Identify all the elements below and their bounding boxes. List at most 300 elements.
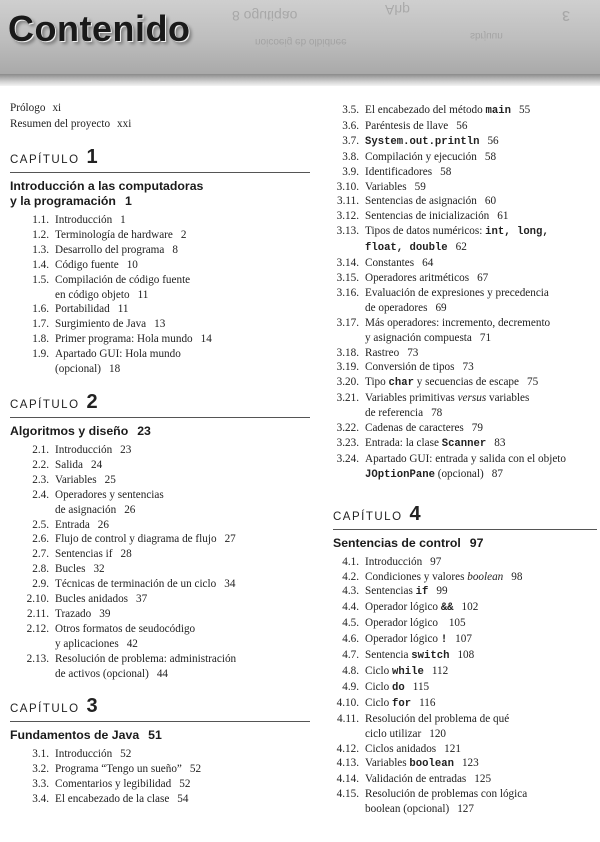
section-title: Variables 59 bbox=[365, 180, 426, 193]
section-number: 3.18. bbox=[336, 346, 359, 359]
section-number: 3.6. bbox=[342, 119, 359, 132]
page-number: 44 bbox=[156, 667, 169, 680]
toc-entry bbox=[10, 577, 310, 592]
section-title: Operadores aritméticos 67 bbox=[365, 271, 489, 284]
section-title: Operadores y sentencias de asignación 26 bbox=[55, 488, 164, 516]
section-list bbox=[10, 213, 310, 377]
page-number: 121 bbox=[444, 742, 461, 755]
page-number: 18 bbox=[108, 363, 121, 376]
page-number: 24 bbox=[90, 458, 103, 471]
section-title: Introducción 23 bbox=[55, 443, 132, 456]
code-term: while bbox=[392, 666, 424, 678]
section-number: 2.8. bbox=[32, 563, 49, 576]
section-number: 4.1. bbox=[342, 555, 359, 568]
toc-entry bbox=[333, 452, 597, 483]
chapter-1 bbox=[10, 146, 310, 377]
toc-entry bbox=[333, 286, 597, 316]
page-number: 8 bbox=[172, 243, 178, 256]
section-number: 4.8. bbox=[342, 665, 359, 677]
section-title: Operador lógico && 102 bbox=[365, 601, 479, 615]
toc-entry bbox=[10, 443, 310, 458]
section-number: 3.16. bbox=[336, 286, 359, 299]
section-number: 4.11. bbox=[337, 712, 359, 725]
page-number: 58 bbox=[484, 150, 497, 163]
section-title: Resolución de problemas con lógica boolean (opcional) 127 bbox=[365, 788, 528, 816]
section-title: Ciclo do 115 bbox=[365, 680, 430, 694]
chapter-word: CAPÍTULO bbox=[333, 510, 403, 523]
section-number: 1.1. bbox=[32, 214, 49, 226]
toc-entry bbox=[333, 391, 597, 421]
page-number: 54 bbox=[177, 793, 189, 806]
toc-entry bbox=[333, 787, 597, 817]
page-number: 127 bbox=[457, 803, 474, 816]
toc-entry bbox=[333, 134, 597, 150]
page-number: 25 bbox=[104, 473, 116, 486]
toc-entry bbox=[10, 243, 310, 258]
section-number: 1.4. bbox=[32, 258, 49, 271]
toc-entry bbox=[333, 194, 597, 209]
page-number: 116 bbox=[419, 696, 436, 709]
ghost-text: sbrjuun bbox=[470, 30, 503, 41]
code-term: && bbox=[440, 602, 454, 615]
front-label: Resumen del proyecto bbox=[10, 118, 111, 130]
section-number: 3.24. bbox=[336, 452, 359, 465]
page-number: 14 bbox=[200, 333, 212, 346]
front-label: Prólogo bbox=[10, 102, 46, 114]
chapter-word: CAPÍTULO bbox=[10, 154, 80, 166]
section-number: 2.3. bbox=[32, 473, 49, 486]
section-title: El encabezado de la clase 54 bbox=[55, 793, 189, 806]
page-title: Contenido bbox=[8, 8, 191, 49]
toc-entry bbox=[333, 256, 597, 271]
page-number: 1 bbox=[120, 214, 126, 226]
page-number: 28 bbox=[120, 548, 132, 561]
ghost-text: Ahp bbox=[385, 2, 410, 18]
section-number: 4.13. bbox=[336, 757, 359, 770]
toc-left-column bbox=[10, 100, 310, 807]
toc-entry bbox=[333, 271, 597, 286]
section-number: 2.7. bbox=[32, 548, 49, 561]
section-number: 4.14. bbox=[336, 773, 359, 786]
page-number: 51 bbox=[148, 728, 162, 743]
toc-entry bbox=[333, 756, 597, 772]
section-title: Compilación y ejecución 58 bbox=[365, 150, 497, 163]
section-title: Operador lógico 105 bbox=[365, 617, 466, 630]
page-number: 105 bbox=[448, 617, 466, 630]
section-title: Ciclo while 112 bbox=[365, 665, 449, 678]
section-title: Entrada 26 bbox=[55, 518, 109, 531]
chapter-3 bbox=[10, 695, 310, 807]
toc-entry bbox=[333, 616, 597, 632]
section-number: 3.21. bbox=[336, 392, 359, 405]
section-number: 3.3. bbox=[32, 778, 49, 791]
section-number: 3.19. bbox=[336, 361, 359, 374]
page-number: 32 bbox=[93, 563, 105, 576]
page-number: 99 bbox=[436, 585, 448, 598]
section-title: Ciclo for 116 bbox=[365, 696, 436, 710]
section-number: 2.9. bbox=[32, 578, 49, 591]
code-term: char bbox=[388, 377, 414, 390]
section-title: Código fuente 10 bbox=[55, 258, 138, 271]
chapter-number: 3 bbox=[86, 695, 98, 718]
toc-entry bbox=[10, 762, 310, 777]
section-title: Apartado GUI: entrada y salida con el objeto JOptionPane (opcional) 87 bbox=[365, 452, 566, 481]
section-title: Constantes 64 bbox=[365, 257, 434, 270]
toc-entry bbox=[333, 316, 597, 346]
section-title: Sentencias if 28 bbox=[55, 548, 132, 561]
page-number: 13 bbox=[154, 318, 166, 331]
chapter-heading bbox=[333, 503, 597, 525]
toc-entry bbox=[10, 347, 310, 377]
toc-entry bbox=[10, 473, 310, 488]
chapter-rule bbox=[10, 417, 310, 418]
toc-entry bbox=[10, 458, 310, 473]
section-title: Sentencias if 99 bbox=[365, 585, 448, 599]
page-number: 107 bbox=[455, 633, 472, 646]
chapter-3-continuation bbox=[333, 103, 597, 483]
section-number: 3.7. bbox=[342, 134, 359, 147]
toc-entry bbox=[10, 622, 310, 652]
page-number: 73 bbox=[462, 361, 474, 374]
section-title: Resolución del problema de qué ciclo utilizar 120 bbox=[365, 712, 510, 740]
toc-entry bbox=[10, 607, 310, 622]
toc-entry bbox=[333, 421, 597, 436]
section-title: Variables primitivas versus variables de referencia 78 bbox=[365, 392, 530, 420]
page-number: 60 bbox=[484, 195, 497, 208]
chapter-2 bbox=[10, 391, 310, 682]
section-number: 4.10. bbox=[336, 696, 359, 709]
page-number: 78 bbox=[431, 407, 443, 420]
section-number: 3.22. bbox=[336, 422, 359, 435]
ghost-text: ε bbox=[562, 7, 571, 27]
ghost-text: noicoeig eb olbidnee bbox=[255, 36, 347, 47]
chapter-title: Introducción a las computadoras y la programación 1 bbox=[10, 179, 204, 208]
toc-entry bbox=[333, 180, 597, 195]
page-number: xxi bbox=[117, 118, 132, 130]
chapter-number: 2 bbox=[86, 390, 98, 413]
toc-entry bbox=[10, 488, 310, 518]
toc-entry bbox=[10, 518, 310, 533]
chapter-number: 4 bbox=[409, 502, 421, 525]
page-number: 10 bbox=[126, 258, 138, 271]
section-number: 3.13. bbox=[336, 225, 359, 238]
chapter-heading bbox=[10, 695, 310, 717]
toc-entry bbox=[10, 213, 310, 228]
section-title: Técnicas de terminación de un ciclo 34 bbox=[55, 578, 236, 591]
page-number: 37 bbox=[136, 593, 148, 606]
section-number: 1.9. bbox=[32, 348, 49, 361]
page-number: 39 bbox=[99, 607, 111, 620]
chapter-heading bbox=[10, 146, 310, 168]
section-number: 2.6. bbox=[32, 533, 49, 546]
section-title bbox=[365, 134, 597, 150]
toc-entry bbox=[10, 302, 310, 317]
toc-entry bbox=[333, 209, 597, 224]
section-list bbox=[10, 443, 310, 682]
toc-entry bbox=[10, 547, 310, 562]
chapter-title: Algoritmos y diseño 23 bbox=[10, 423, 151, 438]
toc-entry bbox=[333, 555, 597, 570]
section-number: 3.2. bbox=[32, 763, 49, 776]
emphasis: boolean bbox=[467, 570, 504, 583]
code-term: if bbox=[415, 586, 429, 599]
code-term: switch bbox=[411, 650, 450, 663]
page-number: 42 bbox=[126, 637, 138, 650]
section-title: Validación de entradas 125 bbox=[365, 773, 492, 786]
section-number: 3.20. bbox=[336, 376, 359, 389]
toc-entry bbox=[333, 712, 597, 742]
section-number: 4.9. bbox=[342, 680, 359, 693]
toc-entry bbox=[10, 258, 310, 273]
toc-entry bbox=[333, 375, 597, 391]
front-matter bbox=[10, 100, 310, 132]
page-number: 73 bbox=[407, 346, 419, 359]
code-term: Scanner bbox=[441, 437, 487, 450]
page-number: 75 bbox=[526, 376, 539, 389]
page-number: 125 bbox=[474, 773, 492, 786]
section-number: 3.10. bbox=[336, 180, 359, 193]
toc-entry bbox=[10, 562, 310, 577]
section-number: 4.2. bbox=[342, 570, 359, 583]
section-number: 2.5. bbox=[32, 518, 49, 531]
section-number: 3.17. bbox=[336, 316, 359, 329]
section-number: 3.23. bbox=[336, 436, 359, 449]
page-number: 87 bbox=[491, 467, 503, 480]
page-number: 23 bbox=[120, 443, 132, 456]
section-title: Trazado 39 bbox=[55, 607, 111, 620]
section-number: 3.15. bbox=[336, 271, 359, 284]
section-number: 2.12. bbox=[26, 622, 49, 635]
page-number: xi bbox=[52, 102, 62, 114]
page-number: 61 bbox=[497, 210, 509, 223]
left-chapters bbox=[10, 146, 310, 807]
code-term: for bbox=[392, 697, 412, 710]
section-number: 1.5. bbox=[32, 273, 49, 286]
page-number: 11 bbox=[137, 288, 149, 301]
page-number: 59 bbox=[414, 180, 426, 193]
section-title: Bucles anidados 37 bbox=[55, 593, 148, 606]
page-number: 69 bbox=[435, 301, 447, 314]
section-number: 2.11. bbox=[27, 607, 49, 620]
section-list bbox=[10, 747, 310, 807]
page-number: 97 bbox=[430, 555, 442, 568]
page-number: 56 bbox=[456, 119, 468, 132]
chapter-rule bbox=[10, 721, 310, 722]
section-number: 3.14. bbox=[336, 257, 359, 270]
page-number: 67 bbox=[477, 271, 489, 284]
toc-entry bbox=[333, 600, 597, 616]
chapter-rule bbox=[10, 172, 310, 173]
ghost-text: 8 ogutiqao bbox=[232, 8, 298, 24]
toc-entry bbox=[333, 346, 597, 361]
toc-entry bbox=[333, 742, 597, 757]
page-number: 62 bbox=[455, 241, 467, 254]
section-number: 1.6. bbox=[32, 303, 49, 316]
page-number: 71 bbox=[479, 331, 492, 344]
section-title: Paréntesis de llave 56 bbox=[365, 119, 468, 132]
code-term: float, double bbox=[365, 242, 448, 255]
section-number: 2.10. bbox=[26, 593, 49, 606]
section-title: El encabezado del método main 55 bbox=[365, 104, 531, 117]
section-number: 2.13. bbox=[26, 652, 49, 665]
section-title: Bucles 32 bbox=[55, 563, 105, 576]
code-term: int, long, bbox=[485, 226, 549, 239]
section-title: Más operadores: incremento, decremento y asignación compuesta 71 bbox=[365, 316, 551, 344]
front-matter-item bbox=[10, 100, 310, 116]
section-number: 1.2. bbox=[32, 228, 49, 241]
toc-entry bbox=[333, 103, 597, 119]
page-number: 52 bbox=[179, 778, 191, 791]
page-number: 123 bbox=[461, 757, 479, 770]
toc-entry bbox=[333, 570, 597, 585]
page-number: 34 bbox=[224, 578, 236, 591]
code-term: JOptionPane bbox=[365, 468, 435, 481]
front-matter-item bbox=[10, 116, 310, 132]
page-number: 1 bbox=[124, 194, 132, 208]
section-number: 4.5. bbox=[342, 617, 359, 630]
page-number: 11 bbox=[117, 303, 129, 316]
code-term: System.out.println bbox=[365, 135, 480, 148]
header-banner bbox=[0, 0, 600, 74]
toc-entry bbox=[333, 680, 597, 696]
toc-entry bbox=[10, 792, 310, 807]
section-number: 4.15. bbox=[336, 788, 359, 801]
section-title: Sentencias de asignación 60 bbox=[365, 195, 497, 208]
section-number: 4.4. bbox=[342, 601, 359, 614]
page-number: 112 bbox=[431, 665, 449, 677]
section-title: Operador lógico ! 107 bbox=[365, 633, 472, 647]
page-number: 64 bbox=[422, 257, 434, 270]
page-number: 27 bbox=[224, 533, 236, 546]
section-number: 4.12. bbox=[336, 742, 359, 755]
section-number: 3.8. bbox=[342, 150, 359, 163]
section-number: 2.1. bbox=[32, 443, 49, 456]
section-number: 1.8. bbox=[32, 333, 49, 346]
code-term: ! bbox=[440, 634, 448, 647]
chapter-word: CAPÍTULO bbox=[10, 398, 80, 411]
section-title: Variables 25 bbox=[55, 473, 116, 486]
page-number: 23 bbox=[137, 423, 151, 438]
section-title: Flujo de control y diagrama de flujo 27 bbox=[55, 533, 236, 546]
section-number: 3.1. bbox=[32, 748, 49, 761]
toc-entry bbox=[333, 360, 597, 375]
section-number: 4.6. bbox=[342, 633, 359, 646]
section-title: Introducción 1 bbox=[55, 214, 126, 226]
toc-entry bbox=[10, 332, 310, 347]
toc-entry bbox=[10, 532, 310, 547]
toc-entry bbox=[10, 747, 310, 762]
section-title: Otros formatos de seudocódigo y aplicaciones 42 bbox=[55, 622, 196, 650]
toc-entry bbox=[10, 592, 310, 607]
toc-entry bbox=[333, 664, 597, 680]
section-title: Apartado GUI: Hola mundo (opcional) 18 bbox=[55, 348, 181, 376]
page-number: 102 bbox=[461, 601, 479, 614]
page-number: 120 bbox=[429, 727, 447, 740]
toc-entry bbox=[333, 696, 597, 712]
section-title: Ciclos anidados 121 bbox=[365, 742, 461, 755]
section-title: Programa “Tengo un sueño” 52 bbox=[55, 763, 202, 776]
toc-entry bbox=[333, 584, 597, 600]
toc-entry bbox=[333, 150, 597, 165]
section-title: Sentencia switch 108 bbox=[365, 649, 475, 663]
toc-entry bbox=[10, 317, 310, 332]
section-title: Desarrollo del programa 8 bbox=[55, 243, 178, 256]
page-number: 58 bbox=[440, 165, 452, 178]
toc-entry bbox=[10, 228, 310, 243]
section-title: Terminología de hardware 2 bbox=[55, 228, 187, 241]
page-number: 108 bbox=[457, 649, 475, 662]
section-title: Cadenas de caracteres 79 bbox=[365, 422, 483, 435]
chapter-word: CAPÍTULO bbox=[10, 703, 80, 716]
section-number: 3.9. bbox=[342, 165, 359, 178]
section-title: Conversión de tipos 73 bbox=[365, 361, 474, 374]
toc-entry bbox=[333, 772, 597, 787]
section-number: 3.5. bbox=[342, 104, 359, 116]
section-title: Condiciones y valores boolean 98 bbox=[365, 570, 523, 583]
right-chapters bbox=[333, 503, 597, 817]
page-number: 52 bbox=[189, 763, 202, 776]
code-term: do bbox=[392, 681, 405, 694]
section-title: Compilación de código fuente en código objeto 11 bbox=[55, 273, 191, 301]
toc-entry bbox=[333, 436, 597, 452]
section-title: Primer programa: Hola mundo 14 bbox=[55, 333, 212, 346]
section-title: Sentencias de inicialización 61 bbox=[365, 210, 509, 223]
page-number: 79 bbox=[471, 422, 483, 435]
section-number: 3.4. bbox=[32, 793, 49, 806]
page-number: 56 bbox=[487, 134, 499, 147]
section-title: Surgimiento de Java 13 bbox=[55, 318, 166, 331]
page-number: 26 bbox=[124, 503, 136, 516]
section-number: 3.11. bbox=[337, 195, 359, 208]
toc-entry bbox=[10, 777, 310, 792]
page-number: 2 bbox=[180, 228, 187, 241]
toc-entry bbox=[10, 652, 310, 682]
section-number: 2.2. bbox=[32, 458, 49, 471]
page-number: 52 bbox=[120, 748, 132, 761]
section-title: Comentarios y legibilidad 52 bbox=[55, 778, 191, 791]
section-title: Portabilidad 11 bbox=[55, 303, 129, 316]
toc-entry bbox=[10, 273, 310, 303]
section-title: Evaluación de expresiones y precedencia de operadores 69 bbox=[365, 286, 549, 314]
section-title: Resolución de problema: administración de activos (opcional) 44 bbox=[55, 652, 237, 680]
toc-right-column bbox=[333, 100, 597, 817]
chapter-title: Fundamentos de Java 51 bbox=[10, 728, 162, 743]
toc-entry bbox=[333, 224, 597, 256]
chapter-number: 1 bbox=[86, 146, 98, 168]
page-number: 83 bbox=[494, 436, 506, 449]
section-title: Introducción 97 bbox=[365, 555, 442, 568]
section-number: 1.7. bbox=[32, 318, 49, 331]
page-number: 97 bbox=[469, 535, 484, 550]
section-number: 2.4. bbox=[32, 488, 49, 501]
section-title: Introducción 52 bbox=[55, 748, 132, 761]
toc-entry bbox=[333, 648, 597, 664]
chapter-rule bbox=[333, 529, 597, 530]
emphasis: versus bbox=[457, 392, 487, 405]
section-list bbox=[333, 555, 597, 817]
section-number: 4.7. bbox=[342, 649, 359, 662]
section-title: Variables boolean 123 bbox=[365, 757, 479, 771]
section-number: 1.3. bbox=[32, 243, 49, 256]
page-number: 55 bbox=[518, 104, 531, 116]
section-number: 3.12. bbox=[336, 210, 359, 223]
toc-entry bbox=[333, 119, 597, 134]
section-title: Identificadores 58 bbox=[365, 165, 452, 178]
header-rule bbox=[0, 74, 600, 86]
chapter-4 bbox=[333, 503, 597, 817]
section-title: Tipo char y secuencias de escape 75 bbox=[365, 376, 539, 390]
code-term: main bbox=[485, 105, 511, 117]
